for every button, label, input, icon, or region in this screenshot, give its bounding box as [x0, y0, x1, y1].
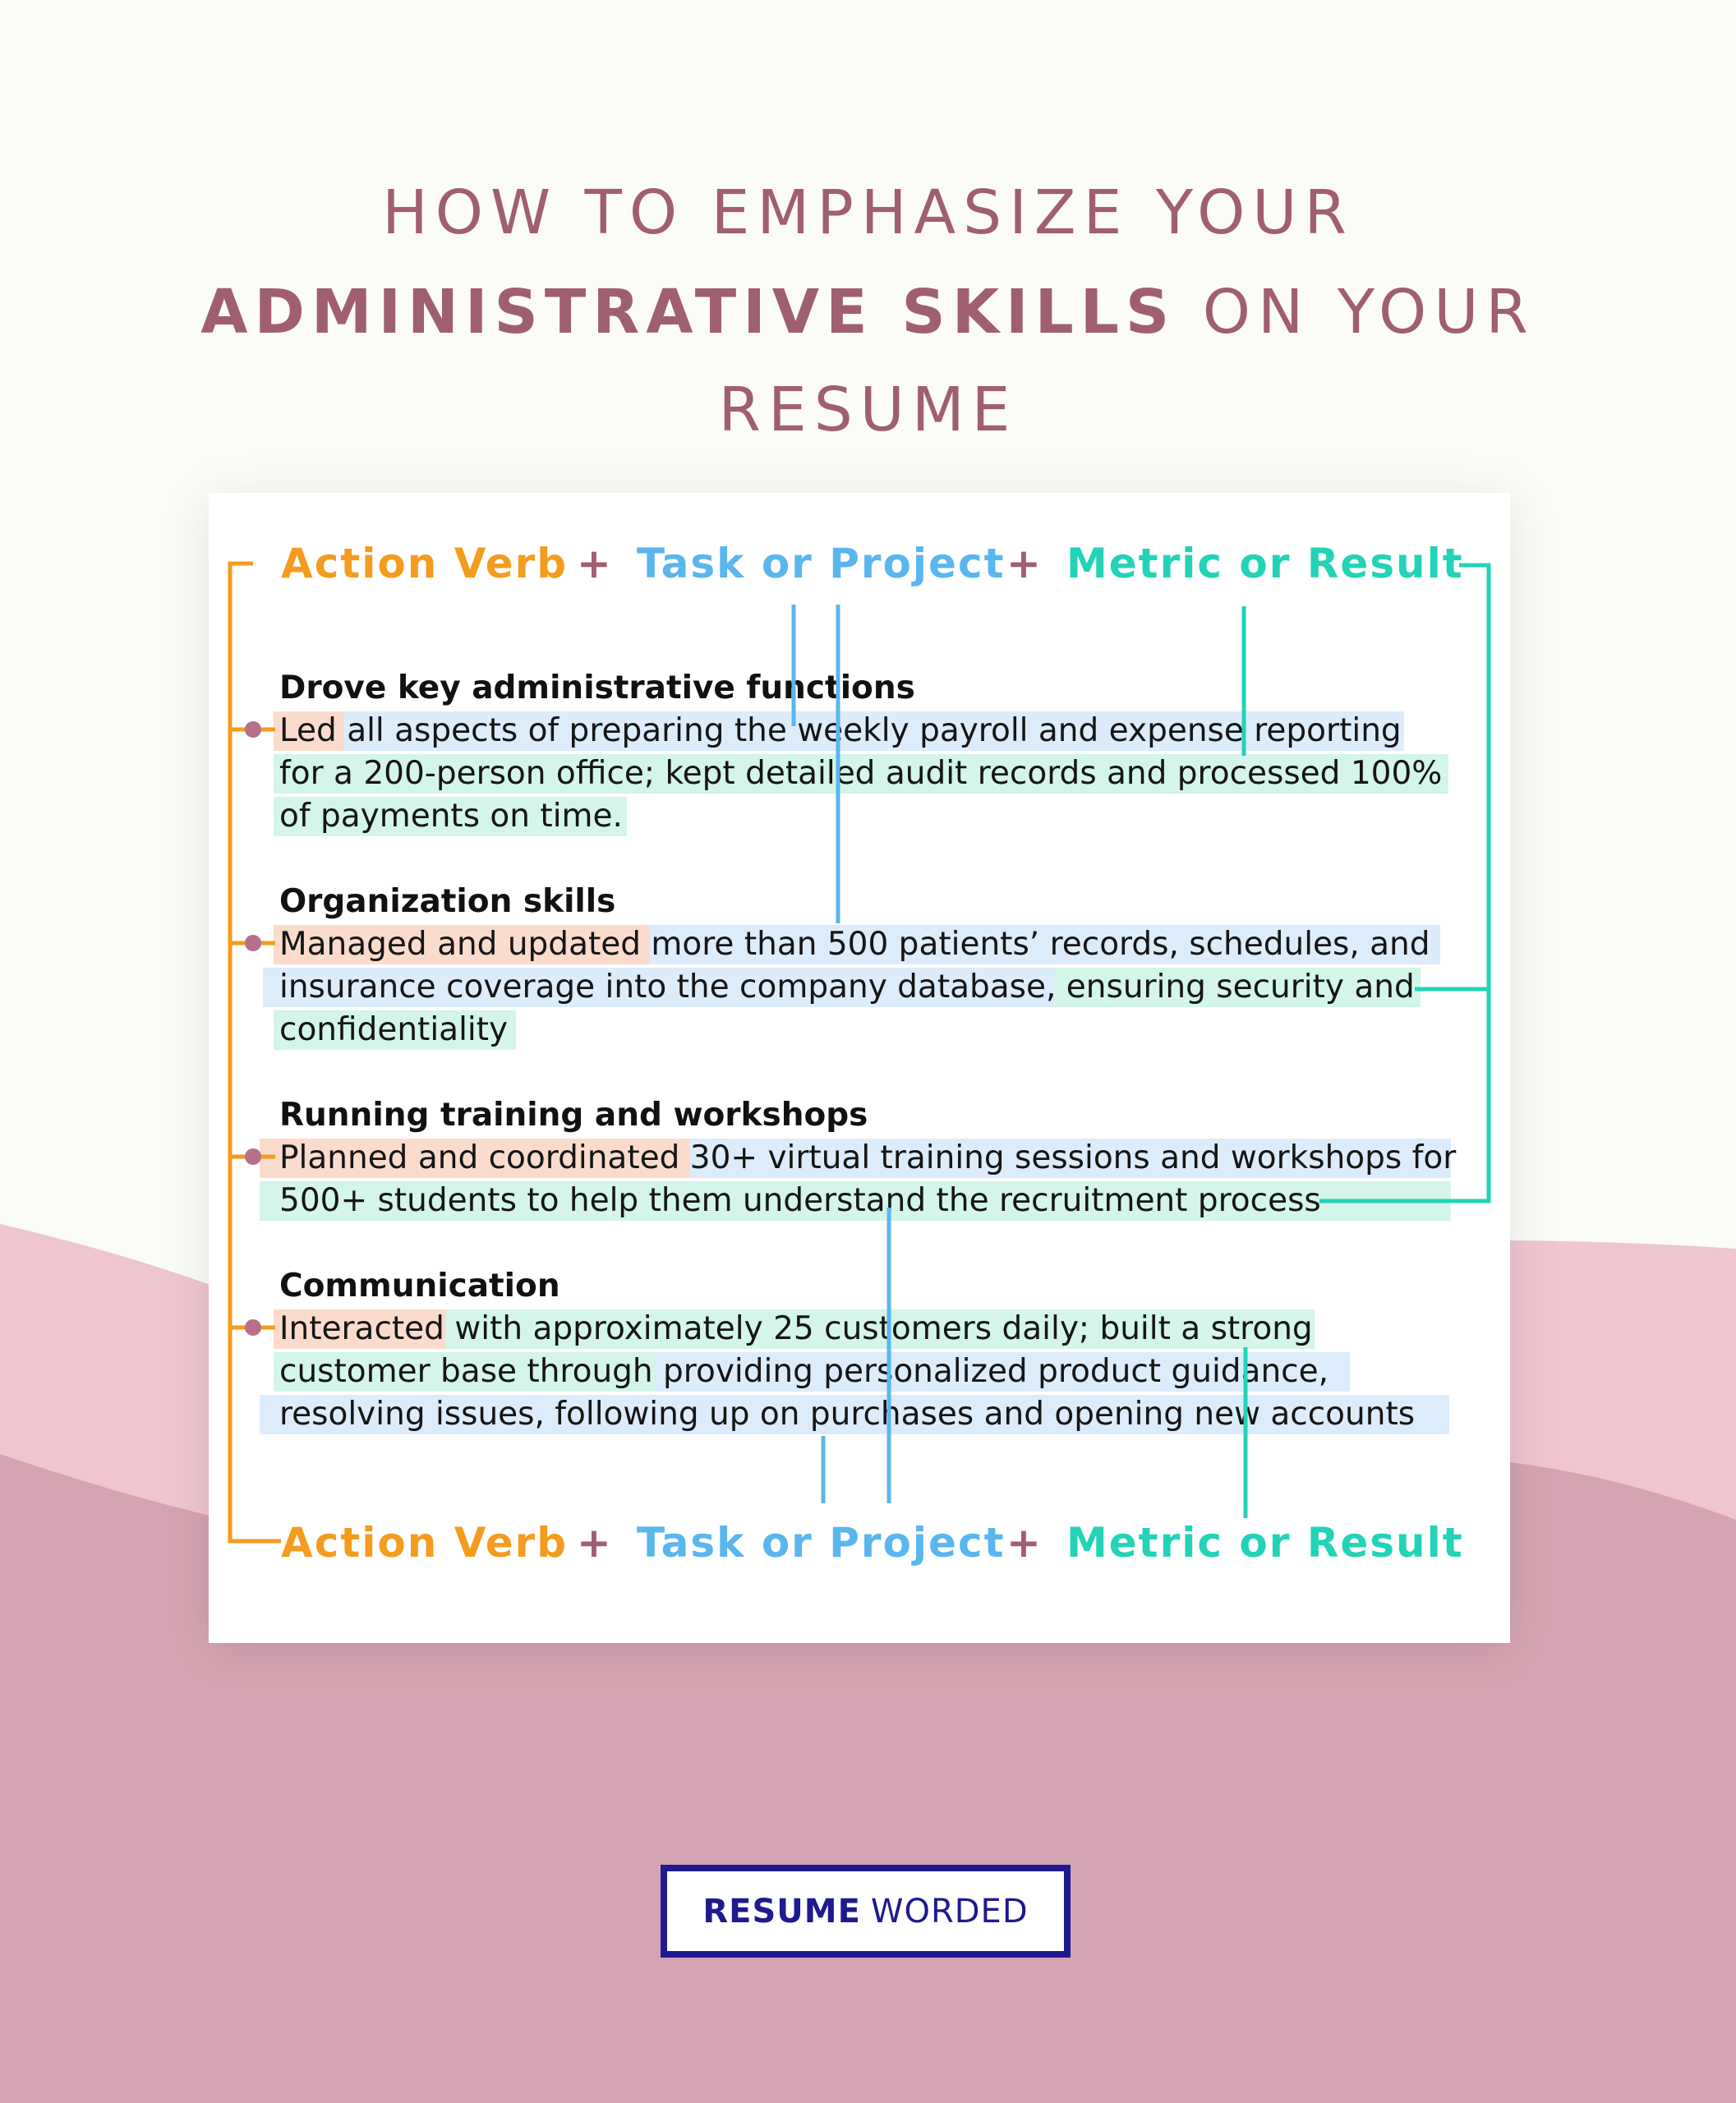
entry-line: Managed and updated more than 500 patients’ records, schedules, and [279, 926, 1430, 963]
logo-text: WORDED [870, 1892, 1029, 1930]
entry-line: of payments on time. [279, 798, 623, 835]
page-title-line-1 [0, 177, 1736, 248]
title-emphasis: ADMINISTRATIVE SKILLS [200, 277, 1177, 347]
formula-metric-or-result: Metric or Result [1066, 1519, 1464, 1567]
entry-line: for a 200-person office; kept detailed audit records and processed 100% [279, 755, 1443, 792]
entry-heading: Organization skills [279, 883, 616, 920]
formula-plus: + [1006, 540, 1043, 587]
entry-heading: Running training and workshops [279, 1097, 868, 1134]
formula-plus: + [1006, 1519, 1043, 1567]
entry-line: insurance coverage into the company database, ensuring security and [279, 969, 1415, 1005]
entry-line: 500+ students to help them understand the recruitment process [279, 1182, 1321, 1219]
formula-plus: + [577, 1519, 613, 1567]
resume-worded-logo [661, 1865, 1071, 1958]
entry-heading: Drove key administrative functions [279, 670, 915, 706]
example-card [209, 493, 1510, 1643]
entry-line: customer base through providing personalized product guidance, [279, 1353, 1329, 1390]
formula-plus: + [577, 540, 613, 587]
formula-top [0, 539, 1736, 588]
title-line-3-text: RESUME [718, 375, 1018, 445]
title-line-2-text: ON YOUR [1202, 277, 1536, 347]
logo-bold-text: RESUME [702, 1892, 861, 1930]
formula-action-verb: Action Verb [281, 1519, 569, 1567]
entry-line: Interacted with approximately 25 customers daily; built a strong [279, 1310, 1313, 1347]
formula-bottom [0, 1518, 1736, 1567]
formula-action-verb: Action Verb [281, 540, 569, 587]
formula-task-or-project: Task or Project [637, 540, 1006, 587]
formula-metric-or-result: Metric or Result [1066, 540, 1464, 587]
page-title-line-2 [0, 277, 1736, 347]
entry-line: Led all aspects of preparing the weekly payroll and expense reporting [279, 712, 1402, 749]
entry-line: confidentiality [279, 1011, 509, 1048]
entry-line: resolving issues, following up on purchases and opening new accounts [279, 1396, 1416, 1433]
entry-line: Planned and coordinated 30+ virtual training sessions and workshops for [279, 1139, 1457, 1176]
page-title-line-3 [0, 375, 1736, 445]
title-line-1-text: HOW TO EMPHASIZE YOUR [382, 177, 1354, 248]
entry-heading: Communication [279, 1268, 560, 1305]
formula-task-or-project: Task or Project [637, 1519, 1006, 1567]
